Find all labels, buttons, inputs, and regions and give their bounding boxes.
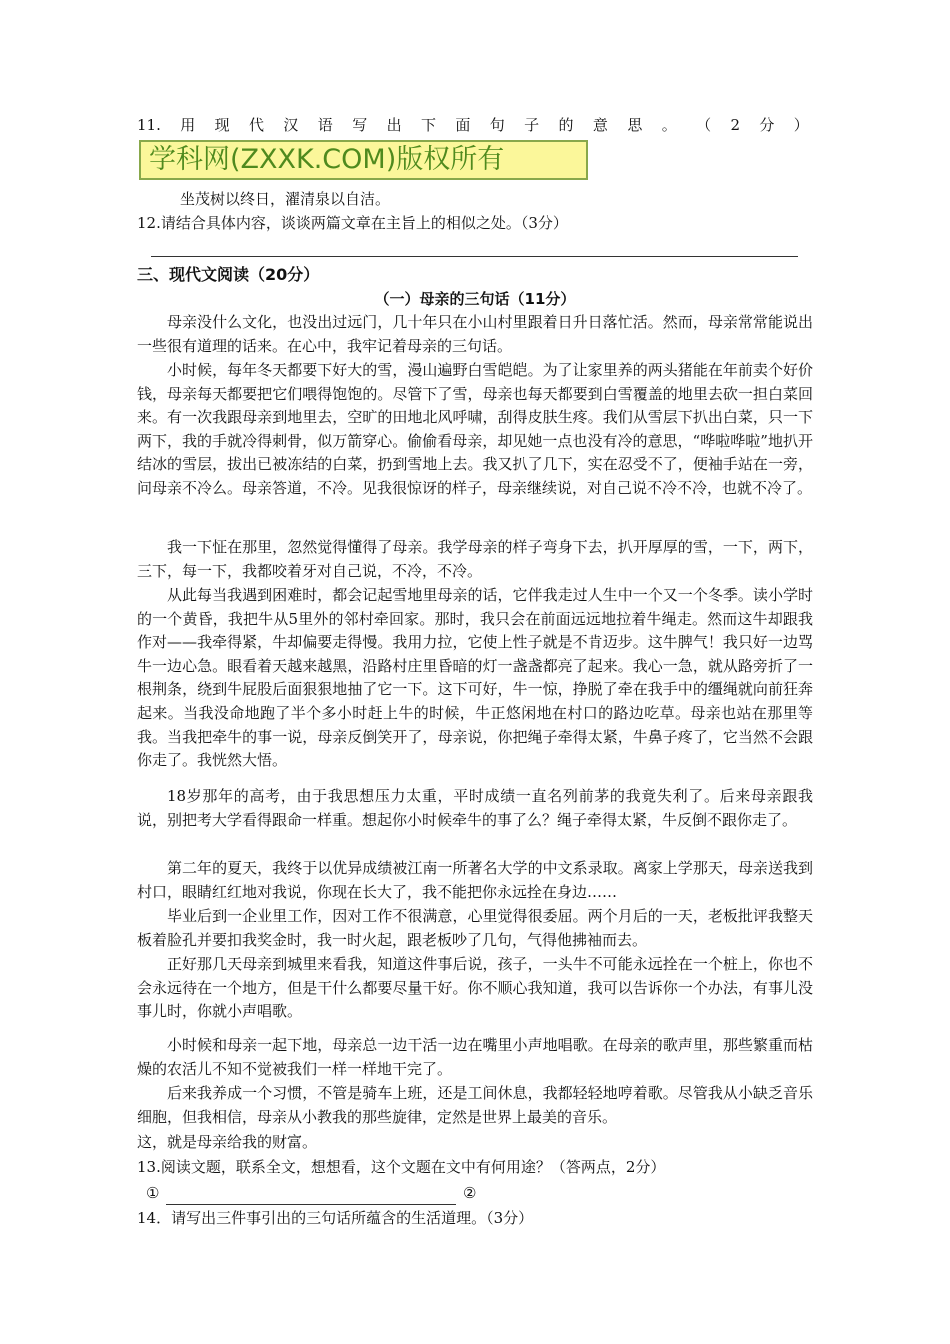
paragraph-3: 我一下怔在那里，忽然觉得懂得了母亲。我学母亲的样子弯身下去，扒开厚厚的雪，一下，两下，三下，每一下，我都咬着牙对自己说，不冷，不冷。 [137, 538, 813, 580]
paragraph-7: 毕业后到一企业里工作，因对工作不很满意，心里觉得很委屈。两个月后的一天，老板批评我整天板着脸孔并要扣我奖金时，我一时火起，跟老板吵了几句，气得他拂袖而去。 [137, 907, 813, 949]
question-11-char: 面 [455, 116, 471, 134]
question-11-char: 。 [661, 116, 677, 134]
question-11-char: 代 [249, 116, 265, 134]
question-11-char: 现 [214, 116, 230, 134]
question-11 [137, 114, 809, 137]
paragraph-10: 后来我养成一个习惯，不管是骑车上班，还是工间休息，我都轻轻地哼着歌。尽管我从小缺乏音乐细胞，但我相信，母亲从小教我的那些旋律，定然是世界上最美的音乐。 [137, 1084, 813, 1126]
paragraph-8: 正好那几天母亲到城里来看我，知道这件事后说，孩子，一头牛不可能永远拴在一个桩上，你也不会永远待在一个地方，但是干什么都要尽量干好。你不顺心我知道，我可以告诉你一个办法，有事儿没事儿时，你就小声唱歌。 [137, 955, 813, 1021]
question-13: 13.阅读文题，联系全文，想想看，这个文题在文中有何用途？（答两点，2分） [137, 1158, 666, 1176]
question-11-char: 2 [730, 116, 741, 134]
answer-blank-1[interactable] [166, 1188, 456, 1205]
answer-mark-2: ② [463, 1184, 477, 1202]
question-11-char: 的 [558, 116, 574, 134]
question-11-char: 子 [524, 116, 540, 134]
question-11-char: 语 [317, 116, 333, 134]
answer-line-12 [151, 256, 798, 257]
question-11-char: 出 [386, 116, 402, 134]
closing-sentence: 这，就是母亲给我的财富。 [137, 1133, 318, 1151]
question-11-char: 下 [420, 116, 436, 134]
question-11-char: 用 [180, 116, 196, 134]
passage-title: （一）母亲的三句话（11分） [374, 290, 576, 308]
answer-mark-1: ① [146, 1184, 160, 1202]
paragraph-5: 18岁那年的高考，由于我思想压力太重，平时成绩一直名列前茅的我竟失利了。后来母亲跟我说，别把考大学看得跟命一样重。想起你小时候牵牛的事了么？绳子牵得太紧，牛反倒不跟你走了。 [137, 787, 813, 829]
question-11-char: 意 [592, 116, 608, 134]
question-11-char: 思 [627, 116, 643, 134]
question-11-sentence: 坐茂树以终日，濯清泉以自洁。 [180, 190, 391, 208]
paragraph-2: 小时候，每年冬天都要下好大的雪，漫山遍野白雪皑皑。为了让家里养的两头猪能在年前卖个好价钱，母亲每天都要把它们喂得饱饱的。尽管下了雪，母亲也每天都要到白雪覆盖的地里去砍一担白菜回来。有一次我跟母亲到地里去，空旷的田地北风呼啸，刮得皮肤生疼。我们从雪层下扒出白菜，只一下两下，我的手就冷得刺骨，似万箭穿心。偷偷看母亲，却见她一点也没有冷的意思，“哗啦哗啦”地扒开结冰的雪层，拔出已被冻结的白菜，扔到雪地上去。我又扒了几下，实在忍受不了，便袖手站在一旁，问母亲不冷么。母亲答道，不冷。见我很惊讶的样子，母亲继续说，对自己说不冷不冷，也就不冷了。 [137, 361, 813, 497]
paragraph-4: 从此每当我遇到困难时，都会记起雪地里母亲的话，它伴我走过人生中一个又一个冬季。读小学时的一个黄昏，我把牛从5里外的邻村牵回家。那时，我只会在前面远远地拉着牛绳走。然而这牛却跟我作对——我牵得紧，牛却偏要走得慢。我用力拉，它使上性子就是不肯迈步。这牛脾气！我只好一边骂牛一边心急。眼看着天越来越黑，沿路村庄里昏暗的灯一盏盏都亮了起来。我心一急，就从路旁折了一根荆条，绕到牛屁股后面狠狠地抽了它一下。这下可好，牛一惊，挣脱了牵在我手中的缰绳就向前狂奔起来。当我没命地跑了半个多小时赶上牛的时候，牛正悠闲地在村口的路边吃草。母亲也站在那里等我。当我把牵牛的事一说，母亲反倒笑开了，母亲说，你把绳子牵得太紧，牛鼻子疼了，它当然不会跟你走了。我恍然大悟。 [137, 586, 813, 770]
question-13-answer-row [146, 1182, 476, 1205]
question-12: 12.请结合具体内容，谈谈两篇文章在主旨上的相似之处。（3分） [137, 214, 568, 232]
paragraph-9: 小时候和母亲一起下地，母亲总一边干活一边在嘴里小声地唱歌。在母亲的歌声里，那些繁重而枯燥的农活儿不知不觉被我们一样一样地干完了。 [137, 1036, 813, 1078]
question-11-char: 汉 [283, 116, 299, 134]
question-11-char: 分 [759, 116, 775, 134]
paragraph-1: 母亲没什么文化，也没出过远门，几十年只在小山村里跟着日升日落忙活。然而，母亲常常能说出一些很有道理的话来。在心中，我牢记着母亲的三句话。 [137, 313, 813, 355]
question-11-char: 句 [489, 116, 505, 134]
question-11-char: 写 [352, 116, 368, 134]
watermark-banner: 学科网(ZXXK.COM)版权所有 [139, 140, 588, 180]
question-14: 14．请写出三件事引出的三句话所蕴含的生活道理。（3分） [137, 1209, 534, 1227]
paragraph-6: 第二年的夏天，我终于以优异成绩被江南一所著名大学的中文系录取。离家上学那天，母亲送我到村口，眼睛红红地对我说，你现在长大了，我不能把你永远拴在身边…… [137, 859, 813, 901]
section-title: 三、现代文阅读（20分） [137, 265, 320, 284]
question-11-char: ） [793, 116, 809, 134]
question-11-char: （ [696, 116, 712, 134]
question-11-char: 11. [137, 116, 161, 134]
